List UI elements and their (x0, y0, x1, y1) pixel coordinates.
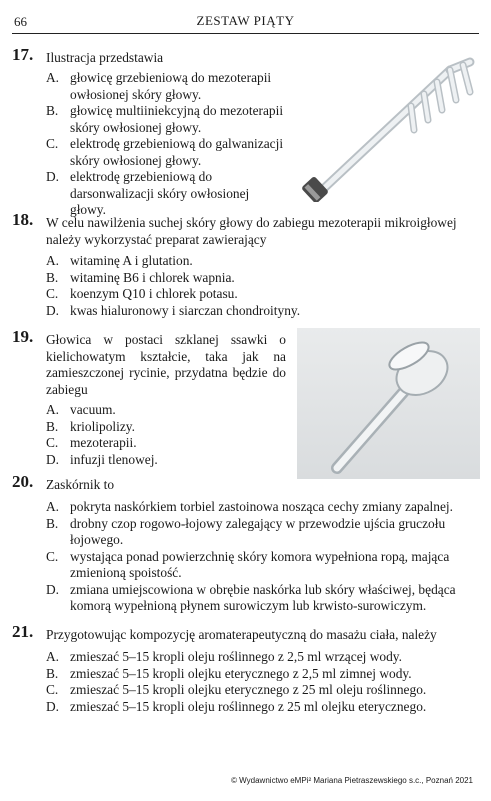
suction-cup-image (297, 328, 480, 479)
option-text: mezoterapii. (70, 435, 137, 450)
option-letter: D. (46, 451, 60, 467)
option[interactable] (46, 682, 491, 699)
option-letter: A. (46, 253, 60, 268)
option-list (46, 402, 276, 468)
option[interactable] (46, 402, 276, 419)
option-list (46, 70, 286, 219)
question-stem: Głowica w postaci szklanej ssawki o kielichowatym kształcie, taka jak na zamieszczonej rycinie, przydatna będzie do zabiegu (46, 332, 286, 397)
option-letter: B. (46, 665, 59, 681)
option-letter: B. (46, 269, 59, 285)
option-text: vacuum. (70, 402, 116, 417)
option-list (46, 499, 491, 615)
option-text: infuzji tlenowej. (70, 451, 158, 467)
option-text: wystająca ponad powierzchnię skóry komora wypełniona ropą, mająca zmienioną spoistość. (70, 548, 450, 580)
option-text: elektrodę grzebieniową do galwanizacji skóry owłosionej głowy. (70, 136, 284, 168)
option[interactable] (46, 270, 491, 287)
question-stem: Zaskórnik to (46, 477, 115, 492)
option-letter: B. (46, 103, 59, 118)
option-letter: B. (46, 418, 59, 434)
option[interactable] (46, 103, 286, 136)
option[interactable] (46, 435, 276, 452)
comb-electrode-image (300, 52, 480, 202)
option-letter: D. (46, 698, 60, 714)
option[interactable] (46, 499, 491, 516)
option-text: zmieszać 5–15 kropli olejku eterycznego z 2,5 ml zimnej wody. (70, 665, 412, 681)
option-list (46, 649, 491, 715)
option-list (46, 253, 491, 319)
question-number: 18. (12, 210, 34, 229)
option[interactable] (46, 549, 491, 582)
option-letter: C. (46, 286, 59, 301)
option[interactable] (46, 303, 491, 320)
option[interactable] (46, 419, 276, 436)
option-letter: C. (46, 435, 59, 450)
question-number: 20. (12, 472, 34, 491)
option[interactable] (46, 286, 491, 303)
option[interactable] (46, 649, 491, 666)
option-text: kwas hialuronowy i siarczan chondroityny. (70, 302, 301, 318)
question-number: 19. (12, 327, 34, 346)
option-letter: C. (46, 136, 59, 151)
option[interactable] (46, 70, 286, 103)
option-text: witaminę A i glutation. (70, 253, 193, 268)
option-letter: A. (46, 70, 60, 85)
option-text: witaminę B6 i chlorek wapnia. (70, 269, 235, 285)
option-letter: A. (46, 499, 60, 514)
question-stem: Ilustracja przedstawia (46, 50, 164, 65)
option-letter: D. (46, 581, 60, 597)
option-text: głowicę multiiniekcyjną do mezoterapii skóry owłosionej głowy. (70, 103, 284, 135)
question-stem: W celu nawilżenia suchej skóry głowy do zabiegu mezoterapii mikroigłowej należy wykorzystać preparat zawierający (46, 215, 457, 247)
option-letter: C. (46, 682, 59, 697)
option-text: głowicę grzebieniową do mezoterapii owłosionej skóry głowy. (70, 70, 272, 102)
option-text: koenzym Q10 i chlorek potasu. (70, 286, 238, 301)
question-stem: Przygotowując kompozycję aromaterapeutyczną do masażu ciała, należy (46, 627, 437, 642)
option[interactable] (46, 136, 286, 169)
option-text: zmieszać 5–15 kropli oleju roślinnego z 2,5 ml wrzącej wody. (70, 649, 402, 664)
option[interactable] (46, 452, 276, 469)
option-text: drobny czop rogowo-łojowy zalegający w przewodzie ujścia gruczołu łojowego. (70, 515, 446, 547)
option-text: zmiana umiejscowiona w obrębie naskórka lub skóry właściwej, będąca komorą wypełnioną płynem surowiczym lub krwisto-surowiczym. (70, 581, 456, 613)
option[interactable] (46, 666, 491, 683)
option[interactable] (46, 253, 491, 270)
option[interactable] (46, 169, 286, 219)
page-title: ZESTAW PIĄTY (196, 13, 295, 28)
option-letter: A. (46, 649, 60, 664)
option-letter: C. (46, 548, 59, 564)
option-text: kriolipolizy. (70, 418, 135, 434)
option[interactable] (46, 516, 491, 549)
publisher-footer: © Wydawnictwo eMPi² Mariana Pietraszewskiego s.c., Poznań 2021 (231, 776, 473, 785)
option[interactable] (46, 699, 491, 716)
question-number: 17. (12, 45, 34, 64)
page-number: 66 (14, 14, 27, 29)
header-divider (12, 33, 479, 34)
option-letter: D. (46, 169, 60, 184)
option-text: zmieszać 5–15 kropli olejku eterycznego z 25 ml oleju roślinnego. (70, 682, 427, 697)
question-number: 21. (12, 622, 34, 641)
option-text: zmieszać 5–15 kropli oleju roślinnego z 25 ml olejku eterycznego. (70, 698, 427, 714)
option-letter: D. (46, 302, 60, 318)
option-text: elektrodę grzebieniową do darsonwalizacji skóry owłosionej głowy. (70, 169, 250, 217)
option-letter: A. (46, 402, 60, 417)
option-letter: B. (46, 515, 59, 531)
option-text: pokryta naskórkiem torbiel zastoinowa nosząca cechy zmiany zapalnej. (70, 499, 453, 514)
option[interactable] (46, 582, 491, 615)
